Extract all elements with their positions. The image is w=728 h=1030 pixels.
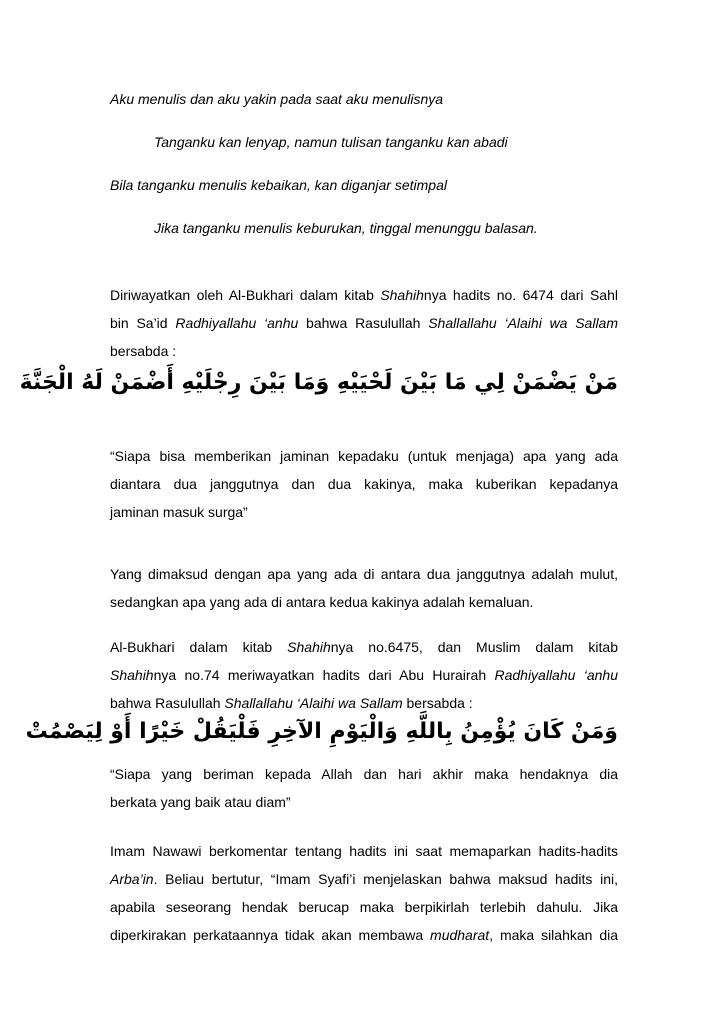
translation-paragraph-1 — [110, 442, 618, 526]
commentary-paragraph — [110, 837, 618, 949]
translation-paragraph-2 — [110, 760, 618, 816]
explanation-line-2: sedangkan apa yang ada di antara kedua kakinya adalah kemaluan. — [110, 594, 534, 610]
arabic-hadith-2: وَمَنْ كَانَ يُؤْمِنُ بِاللَّهِ وَالْيَوْمِ الآخِرِ فَلْيَقُلْ خَيْرًا أَوْ لِيَصْمُتْ — [25, 718, 618, 744]
narration-paragraph-2 — [110, 633, 618, 717]
explanation-line-1: Yang dimaksud dengan apa yang ada di antara dua janggutnya adalah mulut, — [110, 566, 618, 582]
narration2-line-3: bahwa Rasulullah Shallallahu ‘Alaihi wa Sallam bersabda : — [110, 695, 473, 711]
narration2-line-1: Al-Bukhari dalam kitab Shahihnya no.6475, dan Muslim dalam kitab — [110, 639, 618, 655]
explanation-paragraph — [110, 560, 618, 616]
translation1-line-1: “Siapa bisa memberikan jaminan kepadaku (untuk menjaga) apa yang ada — [110, 448, 618, 464]
narration2-line-2: Shahihnya no.74 meriwayatkan hadits dari Abu Hurairah Radhiyallahu ‘anhu — [110, 667, 619, 683]
commentary-line-2: Arba’in. Beliau bertutur, “Imam Syafi’i menjelaskan bahwa maksud hadits ini, — [110, 871, 618, 887]
commentary-line-3: apabila seseorang hendak berucap maka berpikirlah terlebih dahulu. Jika — [110, 899, 618, 915]
poem-line-2: Tanganku kan lenyap, namun tulisan tanganku kan abadi — [154, 134, 508, 150]
narration1-line-3: bersabda : — [110, 343, 177, 359]
translation1-line-2: diantara dua janggutnya dan dua kakinya, maka kuberikan kepadanya — [110, 476, 618, 492]
narration1-line-1: Diriwayatkan oleh Al-Bukhari dalam kitab Shahihnya hadits no. 6474 dari Sahl — [110, 287, 618, 303]
arabic-hadith-1: مَنْ يَضْمَنْ لِي مَا بَيْنَ لَحْيَيْهِ وَمَا بَيْنَ رِجْلَيْهِ أَضْمَنْ لَهُ الْجَنَّةَ — [19, 369, 618, 395]
commentary-line-4: diperkirakan perkataannya tidak akan membawa mudharat, maka silahkan dia — [110, 927, 619, 943]
poem-line-1: Aku menulis dan aku yakin pada saat aku menulisnya — [110, 91, 444, 107]
translation2-line-2: berkata yang baik atau diam” — [110, 794, 291, 810]
poem-line-4: Jika tanganku menulis keburukan, tinggal menunggu balasan. — [154, 220, 538, 236]
translation1-line-3: jaminan masuk surga” — [110, 504, 248, 520]
poem-line-3: Bila tanganku menulis kebaikan, kan diganjar setimpal — [110, 177, 447, 193]
narration1-line-2: bin Sa’id Radhiyallahu ‘anhu bahwa Rasulullah Shallallahu ‘Alaihi wa Sallam — [110, 315, 619, 331]
translation2-line-1: “Siapa yang beriman kepada Allah dan hari akhir maka hendaknya dia — [110, 766, 618, 782]
commentary-line-1: Imam Nawawi berkomentar tentang hadits ini saat memaparkan hadits-hadits — [110, 843, 618, 859]
narration-paragraph-1 — [110, 281, 618, 365]
